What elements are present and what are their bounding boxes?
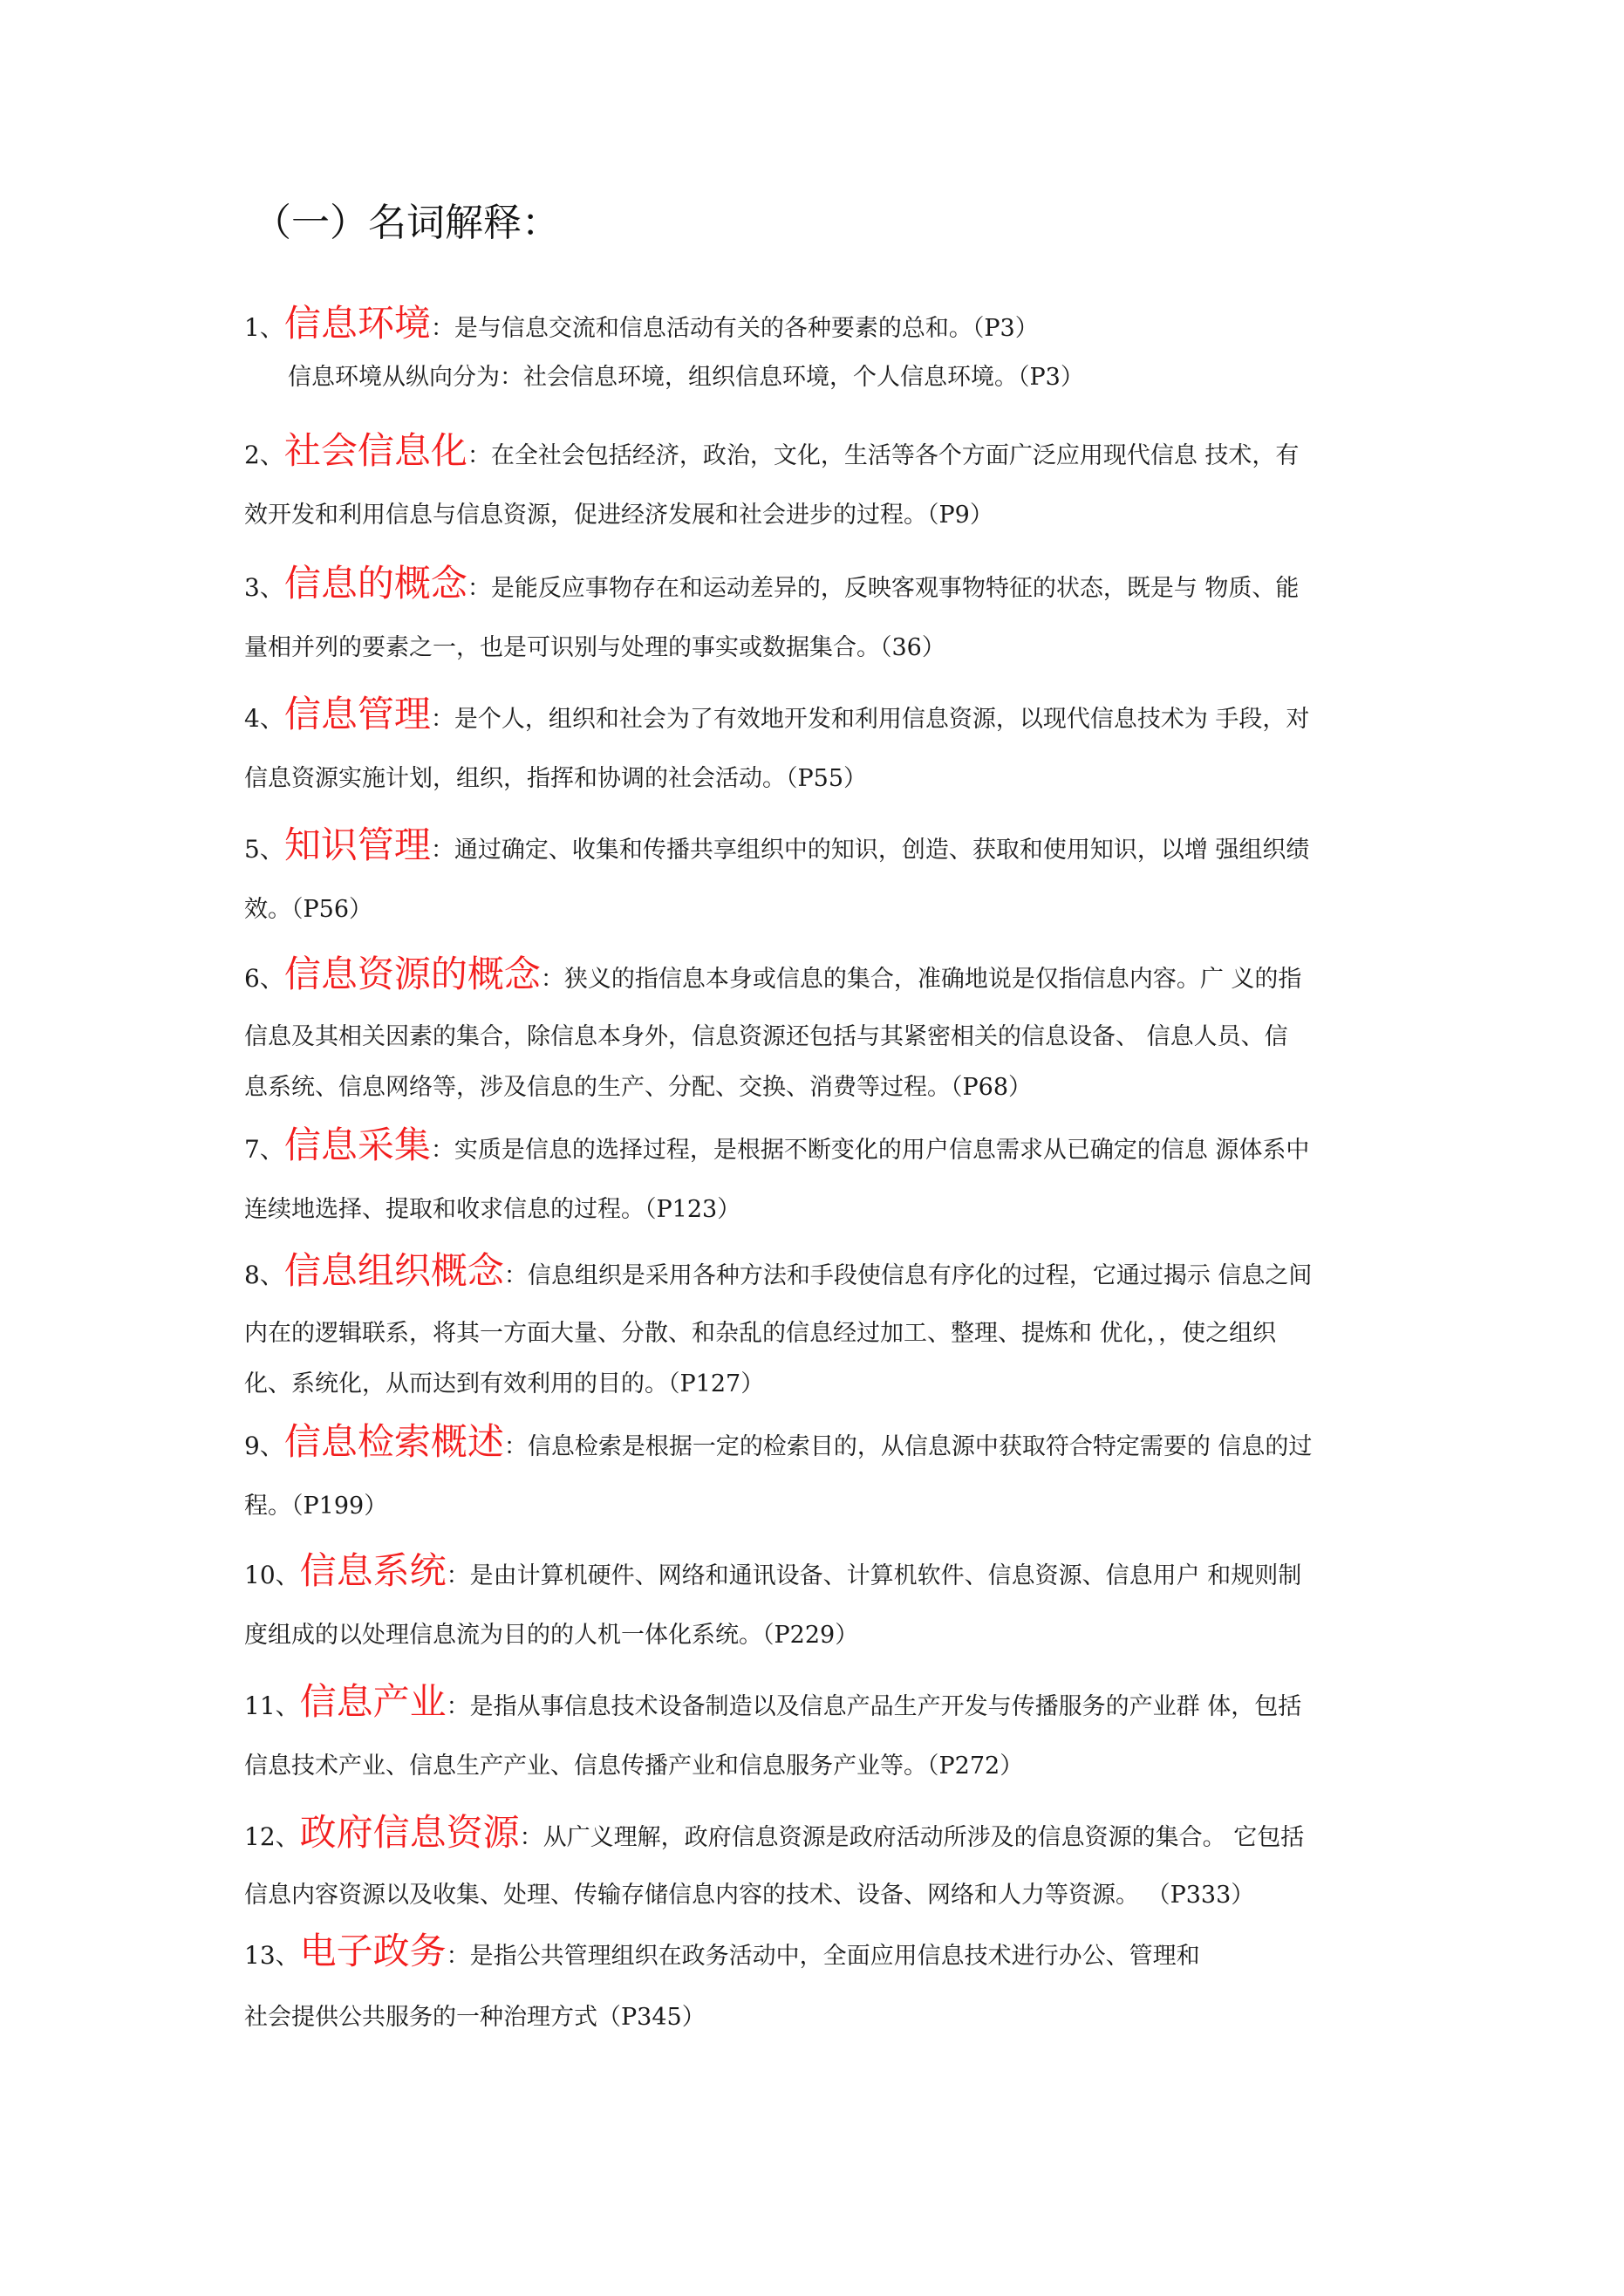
entry-note: 信息环境从纵向分为：社会信息环境，组织信息环境，个人信息环境。（P3） (288, 364, 1084, 391)
entry-number: 12、 (244, 1822, 300, 1851)
entry-line: 13、电子政务：是指公共管理组织在政务活动中，全面应用信息技术进行办公、管理和 (244, 1930, 1200, 1972)
entry-definition: 是与信息交流和信息活动有关的各种要素的总和。（P3） (454, 315, 1039, 342)
entry-continuation: 程。（P199） (244, 1493, 388, 1520)
entry-continuation: 效。（P56） (244, 896, 373, 923)
entry-term: 信息环境 (283, 302, 431, 345)
entry-line: 7、信息采集：实质是信息的选择过程，是根据不断变化的用户信息需求从已确定的信息 源体系中 (244, 1124, 1310, 1166)
entry-line: 5、知识管理：通过确定、收集和传播共享组织中的知识，创造、获取和使用知识，以增 强组织绩 (244, 823, 1310, 866)
entry-definition: 从广义理解，政府信息资源是政府活动所涉及的信息资源的集合。 它包括 (542, 1824, 1305, 1851)
entry-continuation: 连续地选择、提取和收求信息的过程。（P123） (244, 1196, 741, 1223)
entry-number: 6、 (244, 964, 284, 993)
entry-continuation: 社会提供公共服务的一种治理方式（P345） (244, 2004, 706, 2031)
entry-definition: 在全社会包括经济，政治，文化，生活等各个方面广泛应用现代信息 技术，有 (490, 442, 1300, 469)
entry-line: 8、信息组织概念：信息组织是采用各种方法和手段使信息有序化的过程，它通过揭示 信息之间 (244, 1249, 1313, 1292)
entry-continuation: 信息及其相关因素的集合，除信息本身外，信息资源还包括与其紧密相关的信息设备、 信息人员、信 (244, 1023, 1288, 1050)
entry-term: 信息管理 (283, 693, 431, 735)
entry-line: 9、信息检索概述：信息检索是根据一定的检索目的，从信息源中获取符合特定需要的 信息的过 (244, 1420, 1313, 1463)
entry-number: 10、 (244, 1561, 300, 1589)
entry-definition: 是个人，组织和社会为了有效地开发和利用信息资源，以现代信息技术为 手段，对 (454, 706, 1310, 733)
entry-number: 8、 (244, 1261, 284, 1289)
entry-line: 2、社会信息化：在全社会包括经济，政治，文化，生活等各个方面广泛应用现代信息 技术，有 (244, 429, 1300, 472)
entry-definition: 是指从事信息技术设备制造以及信息产品生产开发与传播服务的产业群 体，包括 (469, 1693, 1302, 1720)
entry-number: 1、 (244, 313, 284, 342)
entry-definition: 是由计算机硬件、网络和通讯设备、计算机软件、信息资源、信息用户 和规则制 (469, 1562, 1302, 1589)
entry-term: 信息系统 (299, 1549, 447, 1592)
entry-term: 信息采集 (283, 1124, 431, 1166)
entry-continuation: 信息技术产业、信息生产产业、信息传播产业和信息服务产业等。（P272） (244, 1753, 1024, 1780)
entry-term: 信息的概念 (283, 562, 467, 605)
entry-definition: 通过确定、收集和传播共享组织中的知识，创造、获取和使用知识，以增 强组织绩 (454, 837, 1310, 864)
entry-continuation: 内在的逻辑联系，将其一方面大量、分散、和杂乱的信息经过加工、整理、提炼和 优化，，使之组织 (244, 1320, 1277, 1347)
entry-term: 社会信息化 (283, 429, 467, 472)
entry-continuation: 息系统、信息网络等，涉及信息的生产、分配、交换、消费等过程。（P68） (244, 1074, 1033, 1101)
entry-continuation: 信息内容资源以及收集、处理、传输存储信息内容的技术、设备、网络和人力等资源。 （P333） (244, 1882, 1255, 1909)
entry-continuation: 效开发和利用信息与信息资源，促进经济发展和社会进步的过程。（P9） (244, 502, 993, 529)
entry-term: 信息资源的概念 (283, 953, 541, 995)
entry-term: 电子政务 (299, 1930, 447, 1972)
entry-number: 7、 (244, 1135, 284, 1164)
entry-line: 1、信息环境：是与信息交流和信息活动有关的各种要素的总和。（P3） (244, 302, 1039, 345)
entry-definition: 狭义的指信息本身或信息的集合，准确地说是仅指信息内容。广 义的指 (563, 966, 1302, 993)
entry-line: 10、信息系统：是由计算机硬件、网络和通讯设备、计算机软件、信息资源、信息用户 和规则制 (244, 1549, 1302, 1592)
entry-term: 政府信息资源 (299, 1811, 520, 1854)
entry-continuation: 信息资源实施计划，组织，指挥和协调的社会活动。（P55） (244, 765, 868, 792)
entry-definition: 是能反应事物存在和运动差异的，反映客观事物特征的状态，既是与 物质、能 (490, 575, 1300, 602)
entry-definition: 实质是信息的选择过程，是根据不断变化的用户信息需求从已确定的信息 源体系中 (454, 1137, 1310, 1164)
entry-number: 11、 (244, 1691, 300, 1720)
entry-line: 6、信息资源的概念：狭义的指信息本身或信息的集合，准确地说是仅指信息内容。广 义的指 (244, 953, 1302, 995)
entry-term: 信息组织概念 (283, 1249, 504, 1292)
entry-line: 12、政府信息资源：从广义理解，政府信息资源是政府活动所涉及的信息资源的集合。 它包括 (244, 1811, 1305, 1854)
entry-definition: 信息组织是采用各种方法和手段使信息有序化的过程，它通过揭示 信息之间 (527, 1262, 1313, 1289)
entry-line: 4、信息管理：是个人，组织和社会为了有效地开发和利用信息资源，以现代信息技术为 手段，对 (244, 693, 1310, 735)
entry-continuation: 化、系统化，从而达到有效利用的目的。（P127） (244, 1370, 765, 1397)
entry-continuation: 量相并列的要素之一，也是可识别与处理的事实或数据集合。（36） (244, 634, 945, 661)
entry-number: 13、 (244, 1941, 300, 1970)
entry-definition: 是指公共管理组织在政务活动中，全面应用信息技术进行办公、管理和 (469, 1943, 1200, 1970)
entry-term: 信息产业 (299, 1680, 447, 1723)
section-heading: （一）名词解释： (253, 201, 560, 245)
entry-term: 信息检索概述 (283, 1420, 504, 1463)
entry-line: 3、信息的概念：是能反应事物存在和运动差异的，反映客观事物特征的状态，既是与 物质、能 (244, 562, 1300, 605)
entry-term: 知识管理 (283, 823, 431, 866)
entry-number: 9、 (244, 1432, 284, 1460)
entry-line: 11、信息产业：是指从事信息技术设备制造以及信息产品生产开发与传播服务的产业群 体，包括 (244, 1680, 1302, 1723)
entry-continuation: 度组成的以处理信息流为目的的人机一体化系统。（P229） (244, 1622, 859, 1649)
entry-number: 2、 (244, 441, 284, 469)
entry-definition: 信息检索是根据一定的检索目的，从信息源中获取符合特定需要的 信息的过 (527, 1433, 1313, 1460)
entry-number: 4、 (244, 704, 284, 733)
entry-number: 5、 (244, 835, 284, 864)
entry-number: 3、 (244, 573, 284, 602)
